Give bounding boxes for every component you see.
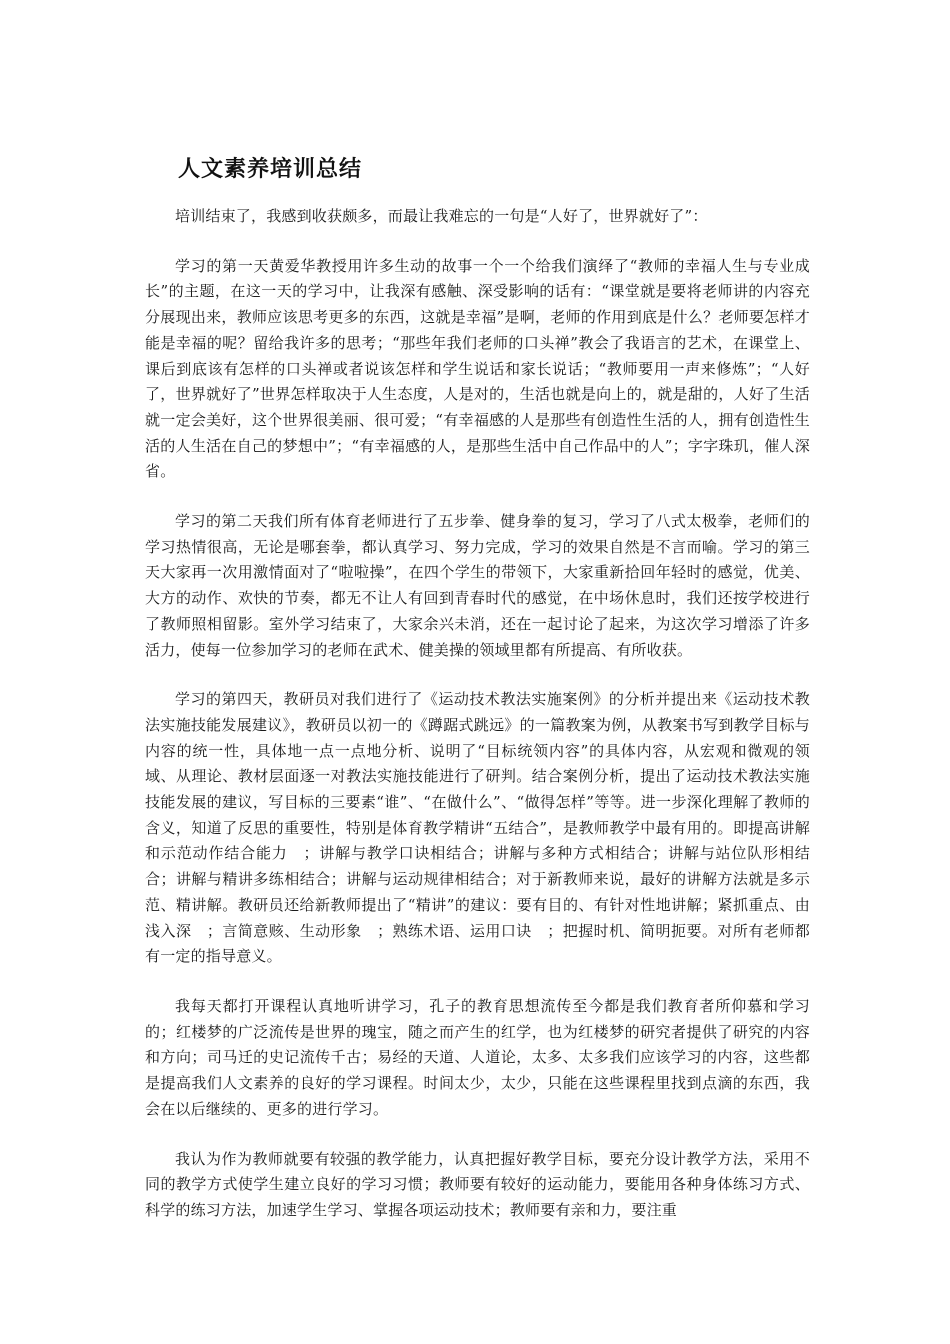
paragraph-day-two-three: 学习的第二天我们所有体育老师进行了五步拳、健身拳的复习，学习了八式太极拳，老师们的学习热情很高，无论是哪套拳，都认真学习、努力完成，学习的效果自然是不言而喻。学习的第三天大家再一次用激情面对了“啦啦操”，在四个学生的带领下，大家重新拾回年轻时的感觉，优美、大方的动作、欢快的节奏，都无不让人有回到青春时代的感觉，在中场休息时，我们还按学校进行了教师照相留影。室外学习结束了，大家余兴未消，还在一起讨论了起来，为这次学习增添了许多活力，使每一位参加学习的老师在武术、健美操的领域里都有所提高、有所收获。 bbox=[145, 512, 810, 659]
document-body bbox=[145, 204, 810, 1248]
paragraph-teacher-abilities: 我认为作为教师就要有较强的教学能力，认真把握好教学目标，要充分设计教学方法，采用不同的教学方式使学生建立良好的学习习惯；教师要有较好的运动能力，要能用各种身体练习方式、科学的练习方法，加速学生学习、掌握各项运动技术；教师要有亲和力，要注重 bbox=[145, 1149, 810, 1219]
document-title: 人文素养培训总结 bbox=[178, 157, 363, 182]
paragraph-online-courses: 我每天都打开课程认真地听讲学习，孔子的教育思想流传至今都是我们教育者所仰慕和学习的；红楼梦的广泛流传是世界的瑰宝，随之而产生的红学，也为红楼梦的研究者提供了研究的内容和方向；司马迁的史记流传千古；易经的天道、人道论，太多、太多我们应该学习的内容，这些都是提高我们人文素养的良好的学习课程。时间太少，太少，只能在这些课程里找到点滴的东西，我会在以后继续的、更多的进行学习。 bbox=[145, 996, 810, 1118]
paragraph-day-one: 学习的第一天黄爱华教授用许多生动的故事一个一个给我们演绎了“教师的幸福人生与专业成长”的主题，在这一天的学习中，让我深有感触、深受影响的话有：“课堂就是要将老师讲的内容充分展现出来，教师应该思考更多的东西，这就是幸福”是啊，老师的作用到底是什么？老师要怎样才能是幸福的呢？留给我许多的思考；“那些年我们老师的口头禅”教会了我语言的艺术，在课堂上、课后到底该有怎样的口头禅或者说该怎样和学生说话和家长说话；“教师要用一声来修炼”；“人好了，世界就好了”世界怎样取决于人生态度，人是对的，生活也就是向上的，就是甜的，人好了生活就一定会美好，这个世界很美丽、很可爱；“有幸福感的人是那些有创造性生活的人，拥有创造性生活的人生活在自己的梦想中”；“有幸福感的人，是那些生活中自己作品中的人”；字字珠玑，催人深省。 bbox=[145, 256, 810, 481]
paragraph-intro: 培训结束了，我感到收获颇多，而最让我难忘的一句是“人好了，世界就好了”： bbox=[175, 207, 708, 225]
paragraph-day-four: 学习的第四天，教研员对我们进行了《运动技术教法实施案例》的分析并提出来《运动技术教法实施技能发展建议》，教研员以初一的《蹲踞式跳远》的一篇教案为例，从教案书写到教学目标与内容的统一性，具体地一点一点地分析、说明了“目标统领内容”的具体内容，从宏观和微观的领域、从理论、教材层面逐一对教法实施技能进行了研判。结合案例分析，提出了运动技术教法实施技能发展的建议，写目标的三要素“谁”、“在做什么”、“做得怎样”等等。进一步深化理解了教师的含义，知道了反思的重要性，特别是体育教学精讲“五结合”，是教师教学中最有用的。即提高讲解和示范动作结合能力 ；讲解与教学口诀相结合；讲解与多种方式相结合；讲解与站位队形相结合；讲解与精讲多练相结合；讲解与运动规律相结合；对于新教师来说，最好的讲解方法就是多示范、精讲解。教研员还给新教师提出了“精讲”的建议：要有目的、有针对性地讲解；紧抓重点、由浅入深 ；言简意赅、生动形象 ；熟练术语、运用口诀 ；把握时机、简明扼要。对所有老师都有一定的指导意义。 bbox=[145, 690, 810, 966]
